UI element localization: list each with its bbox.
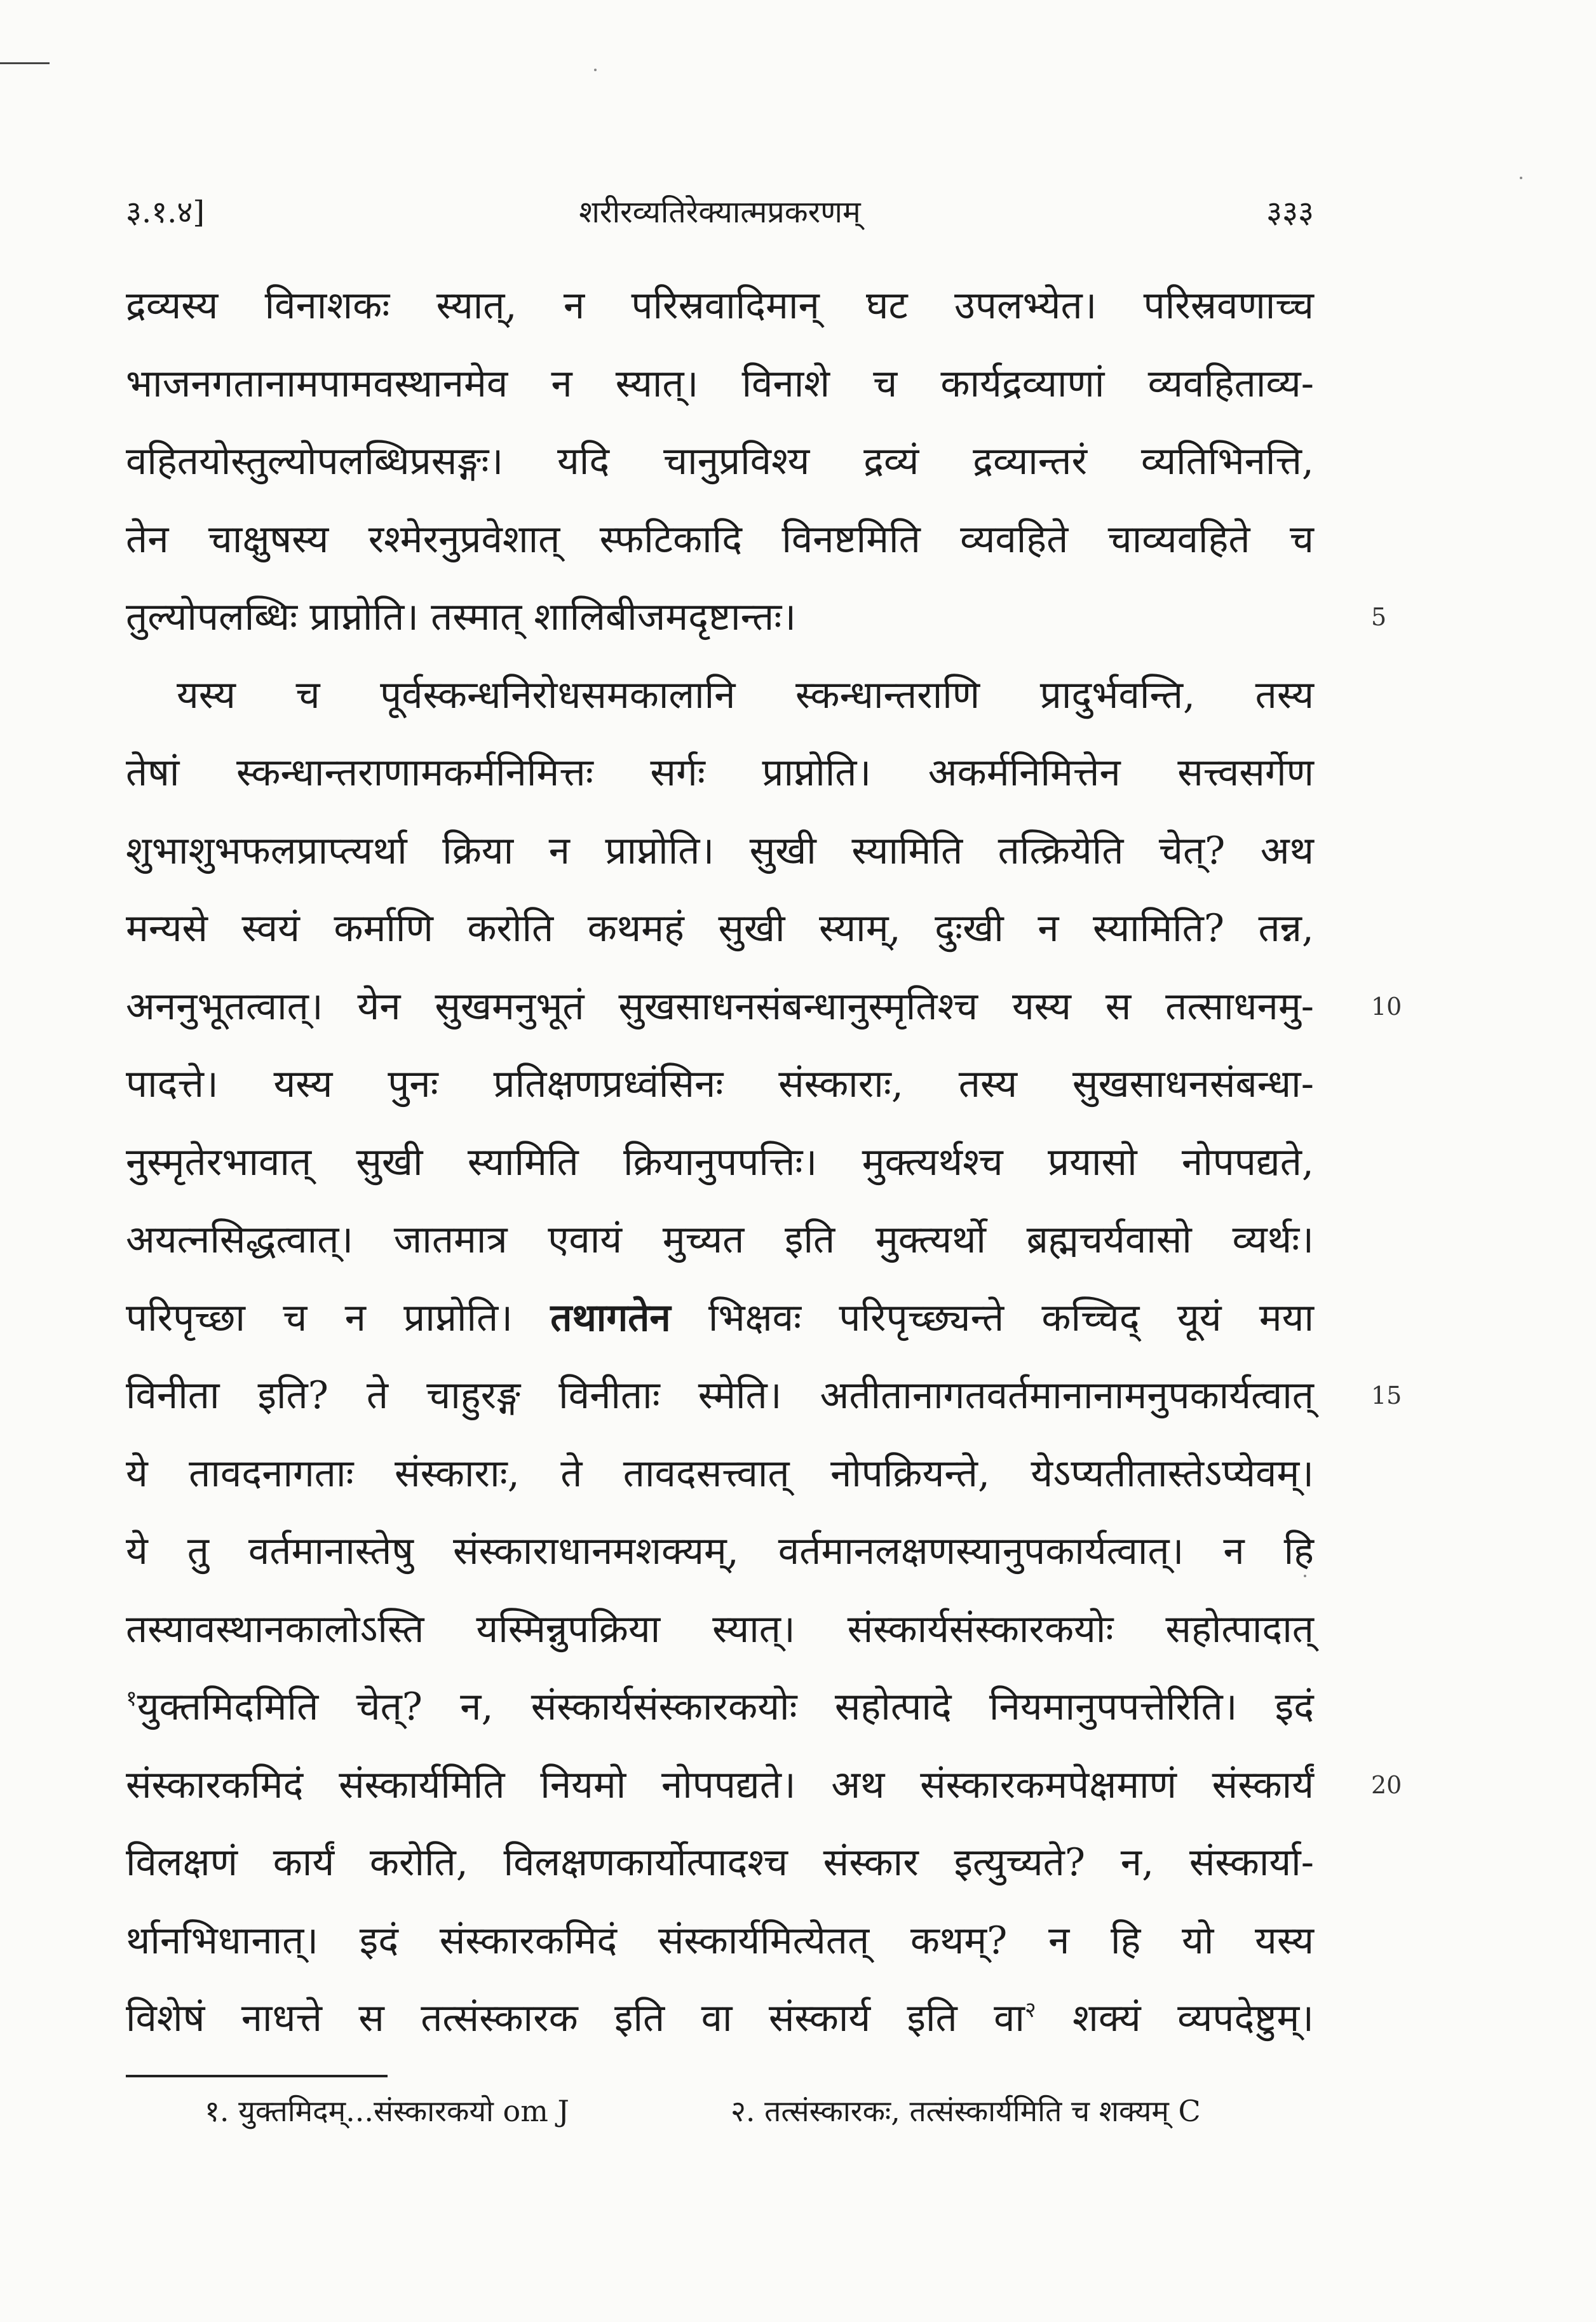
- text-line: विशेषं नाधत्ते स तत्संस्कारक इति वा संस्कार्य इति वा$^२$ शक्यं व्यपदेष्टुम्।: [126, 1996, 1314, 2040]
- text-line: र्थानभिधानात्। इदं संस्कारकमिदं संस्कार्यमित्येतत् कथम्? न हि यो यस्य: [126, 1918, 1314, 1963]
- text-line: ये तु वर्तमानास्तेषु संस्काराधानमशक्यम्, वर्तमानलक्षणस्यानुपकार्यत्वात्। न हि: [126, 1529, 1314, 1573]
- text-line: यस्य च पूर्वस्कन्धनिरोधसमकालानि स्कन्धान्तराणि प्रादुर्भवन्ति, तस्य: [177, 672, 1314, 717]
- text-line: अननुभूतत्वात्। येन सुखमनुभूतं सुखसाधनसंबन्धानुस्मृतिश्च यस्य स तत्साधनमु- 10: [126, 968, 1314, 1046]
- text-line: भाजनगतानामपामवस्थानमेव न स्यात्। विनाशे च कार्यद्रव्याणां व्यवहिताव्य-: [126, 361, 1314, 406]
- footnote-marker: १: [126, 1686, 137, 1711]
- text-line: विनीता इति? ते चाहुरङ्ग विनीताः स्मेति। अतीतानागतवर्तमानानामनुपकार्यत्वात् 15: [126, 1357, 1314, 1435]
- text-line: मन्यसे स्वयं कर्माणि करोति कथमहं सुखी स्याम्, दुःखी न स्यामिति? तन्न,: [126, 906, 1314, 951]
- line-number: 15: [1371, 1382, 1402, 1409]
- bold-term: तथागतेन: [550, 1295, 671, 1340]
- page-edge-mark: [0, 62, 50, 64]
- text-line: अयत्नसिद्धत्वात्। जातमात्र एवायं मुच्यत इति मुक्त्यर्थो ब्रह्मचर्यवासो व्यर्थः।: [126, 1218, 1314, 1262]
- scan-speck: [1520, 177, 1522, 179]
- text-line: ये तावदनागताः संस्काराः, ते तावदसत्त्वात् नोपक्रियन्ते, येऽप्यतीतास्तेऽप्येवम्।: [126, 1451, 1314, 1496]
- line-number: 20: [1371, 1770, 1402, 1799]
- scan-speck: [594, 69, 597, 71]
- line-number: 5: [1371, 603, 1387, 631]
- line-number: 10: [1371, 992, 1402, 1021]
- running-title: शरीरव्यतिरेक्यात्मप्रकरणम्: [579, 194, 861, 230]
- footnote-marker: २: [1024, 1997, 1036, 2023]
- text-line: संस्कारकमिदं संस्कार्यमिति नियमो नोपपद्यते। अथ संस्कारकमपेक्षमाणं संस्कार्यं 20: [126, 1746, 1314, 1824]
- text-line: द्रव्यस्य विनाशकः स्यात्, न परिस्रवादिमान् घट उपलभ्येत। परिस्रवणाच्च: [126, 283, 1314, 328]
- text-line: $^१$युक्तमिदमिति चेत्? न, संस्कार्यसंस्कारकयोः सहोत्पादे नियमानुपपत्तेरिति। इदं: [126, 1685, 1314, 1729]
- footnotes: [0, 2091, 1596, 2148]
- text-line: पादत्ते। यस्य पुनः प्रतिक्षणप्रध्वंसिनः संस्काराः, तस्य सुखसाधनसंबन्धा-: [126, 1062, 1314, 1106]
- text-line: तेन चाक्षुषस्य रश्मेरनुप्रवेशात् स्फटिकादि विनष्टमिति व्यवहिते चाव्यवहिते च: [126, 517, 1314, 562]
- running-header: [126, 191, 1314, 241]
- footnote-2: २. तत्संस्कारकः, तत्संस्कार्यमिति च शक्यम् C: [731, 2094, 1201, 2128]
- text-line: वहितयोस्तुल्योपलब्धिप्रसङ्गः। यदि चानुप्रविश्य द्रव्यं द्रव्यान्तरं व्यतिभिनत्ति,: [126, 439, 1314, 484]
- text-line: शुभाशुभफलप्राप्त्यर्था क्रिया न प्राप्नोति। सुखी स्यामिति तत्क्रियेति चेत्? अथ: [126, 828, 1314, 873]
- text-line: तेषां स्कन्धान्तराणामकर्मनिमित्तः सर्गः प्राप्नोति। अकर्मनिमित्तेन सत्त्वसर्गेण: [126, 750, 1314, 795]
- text-line: तस्यावस्थानकालोऽस्ति यस्मिन्नुपक्रिया स्यात्। संस्कार्यसंस्कारकयोः सहोत्पादात्: [126, 1606, 1314, 1652]
- page-number: ३३३: [1266, 194, 1314, 230]
- footnote-1: १. युक्तमिदम्...संस्कारकयो om J: [205, 2094, 569, 2128]
- text-line: नुस्मृतेरभावात् सुखी स्यामिति क्रियानुपपत्तिः। मुक्त्यर्थश्च प्रयासो नोपपद्यते,: [126, 1139, 1314, 1185]
- section-reference: ३.१.४]: [126, 194, 205, 230]
- footnote-rule: [126, 2075, 388, 2077]
- text-line: तुल्योपलब्धिः प्राप्नोति। तस्मात् शालिबीजमदृष्टान्तः। 5: [126, 578, 1314, 656]
- text-line: परिपृच्छा च न प्राप्नोति। तथागतेन भिक्षवः परिपृच्छ्यन्ते कच्चिद् यूयं मया: [126, 1295, 1314, 1340]
- main-text: [126, 267, 1402, 2058]
- text-line: विलक्षणं कार्यं करोति, विलक्षणकार्योत्पादश्च संस्कार इत्युच्यते? न, संस्कार्या-: [126, 1840, 1314, 1885]
